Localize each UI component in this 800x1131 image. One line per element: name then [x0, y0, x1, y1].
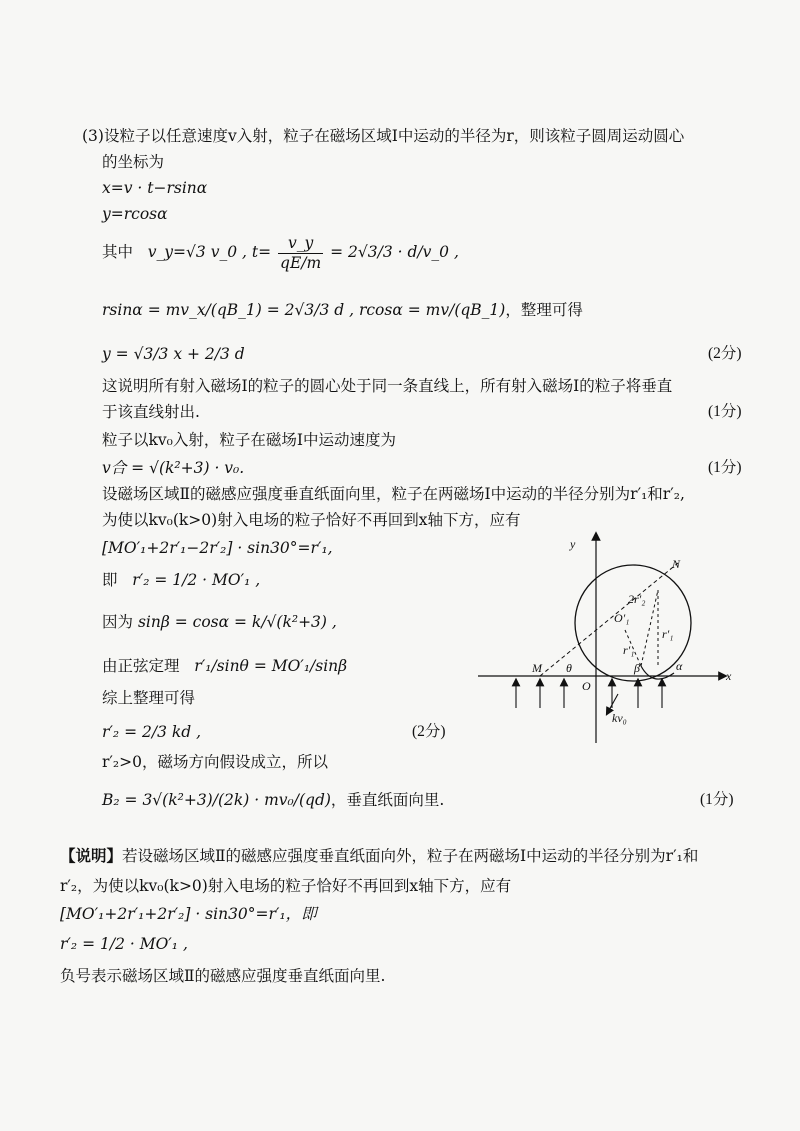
eq-ji: r′₂ = 1/2 · MO′₁ , — [132, 571, 261, 589]
note-line-3: [MO′₁+2r′₁+2r′₂] · sin30°=r′₁，即 — [60, 905, 317, 923]
eq-B2: B₂ = 3√(k²+3)/(2k) · mv₀/(qd) — [102, 791, 331, 809]
y-axis-label: y — [570, 537, 576, 551]
label-kv0: kv₀ — [612, 711, 627, 725]
eq-t-den: qE/m — [280, 253, 322, 272]
because-label: 因为 — [102, 613, 134, 631]
intro-line-2: 的坐标为 — [102, 153, 165, 171]
points-2a: (2分) — [708, 345, 742, 362]
physics-diagram — [478, 528, 778, 758]
where-label: 其中 — [102, 243, 134, 262]
eq-y: y=rcosα — [102, 205, 168, 223]
eq-t-rhs: = 2√3/3 · d/v_0 , — [330, 243, 459, 262]
label-r1b: r′₁ — [662, 627, 674, 641]
note-line-2: r′₂，为使以kv₀(k>0)射入电场的粒子恰好不再回到x轴下方，应有 — [60, 877, 512, 895]
center-line: 这说明所有射入磁场Ⅰ的粒子的圆心处于同一条直线上，所有射入磁场Ⅰ的粒子将垂直 — [102, 377, 673, 395]
center-line-2: 于该直线射出. — [102, 403, 200, 421]
label-2r2: 2r′₂ — [628, 592, 646, 606]
kv0-line: 粒子以kv₀入射，粒子在磁场Ⅰ中运动速度为 — [102, 431, 396, 449]
eq-ji-row — [102, 570, 260, 591]
kv0-arrow — [608, 694, 618, 712]
eq-x: x=v · t−rsinα — [102, 179, 208, 197]
note-head: 【说明】 — [60, 846, 123, 865]
hold-line: r′₂>0，磁场方向假设成立，所以 — [102, 753, 328, 771]
points-2b: (2分) — [412, 723, 446, 740]
eq-rsin-tail: ，整理可得 — [505, 301, 583, 319]
label-O1: O′₁ — [614, 611, 630, 625]
label-alpha: α — [676, 659, 683, 673]
eq-rsin: rsinα = mv_x/(qB_1) = 2√3/3 d , rcosα = mv/(qB_1) — [102, 301, 506, 319]
eq-vy-row — [102, 234, 459, 272]
sine-label: 由正弦定理 — [102, 657, 180, 675]
note-line-5: 负号表示磁场区域Ⅱ的磁感应强度垂直纸面向里. — [60, 967, 386, 985]
eq-bracket: [MO′₁+2r′₁−2r′₂] · sin30°=r′₁, — [102, 539, 333, 557]
points-1a: (1分) — [708, 403, 742, 420]
eq-vy: v_y=√3 v_0 , t= — [147, 243, 272, 262]
ji-label: 即 — [102, 571, 118, 589]
label-M: M — [532, 661, 542, 675]
x-axis-label: x — [726, 669, 732, 683]
eq-sine-row — [102, 656, 347, 677]
points-1b: (1分) — [708, 459, 742, 476]
note-line-4: r′₂ = 1/2 · MO′₁ , — [60, 935, 188, 953]
points-1c: (1分) — [700, 791, 734, 808]
eq-because: sinβ = cosα = k/√(k²+3) , — [137, 613, 337, 631]
label-O: O — [582, 679, 591, 693]
label-beta: β — [634, 661, 640, 675]
summary-line: 综上整理可得 — [102, 689, 196, 707]
label-theta: θ — [566, 661, 572, 675]
note-line-1 — [60, 846, 698, 867]
eq-r2: r′₂ = 2/3 kd , — [102, 723, 202, 741]
field-line-2: 为使以kv₀(k>0)射入电场的粒子恰好不再回到x轴下方，应有 — [102, 511, 521, 529]
label-N: N — [672, 557, 681, 571]
field-line: 设磁场区域Ⅱ的磁感应强度垂直纸面向里，粒子在两磁场Ⅰ中运动的半径分别为r′₁和r′₂, — [102, 485, 685, 503]
intro-line: (3)设粒子以任意速度v入射，粒子在磁场区域Ⅰ中运动的半径为r，则该粒子圆周运动圆心 — [82, 127, 685, 145]
eq-sine: r′₁/sinθ = MO′₁/sinβ — [194, 657, 348, 675]
eq-B2-row — [102, 790, 444, 811]
eq-t-frac — [278, 234, 323, 272]
eq-t-num: v_y — [278, 234, 323, 254]
note-l1: 若设磁场区域Ⅱ的磁感应强度垂直纸面向外，粒子在两磁场Ⅰ中运动的半径分别为r′₁和 — [122, 847, 699, 865]
eq-because-row — [102, 612, 337, 633]
eq-rsin-row — [102, 300, 583, 321]
eq-line: y = √3/3 x + 2/3 d — [102, 345, 245, 363]
label-r1: r′₁ — [623, 643, 635, 657]
line-MN — [540, 563, 678, 676]
trajectory-circle — [575, 565, 691, 681]
eq-B2-tail: ，垂直纸面向里. — [330, 791, 445, 809]
eq-vhe: v合 = √(k²+3) · v₀. — [102, 459, 245, 477]
